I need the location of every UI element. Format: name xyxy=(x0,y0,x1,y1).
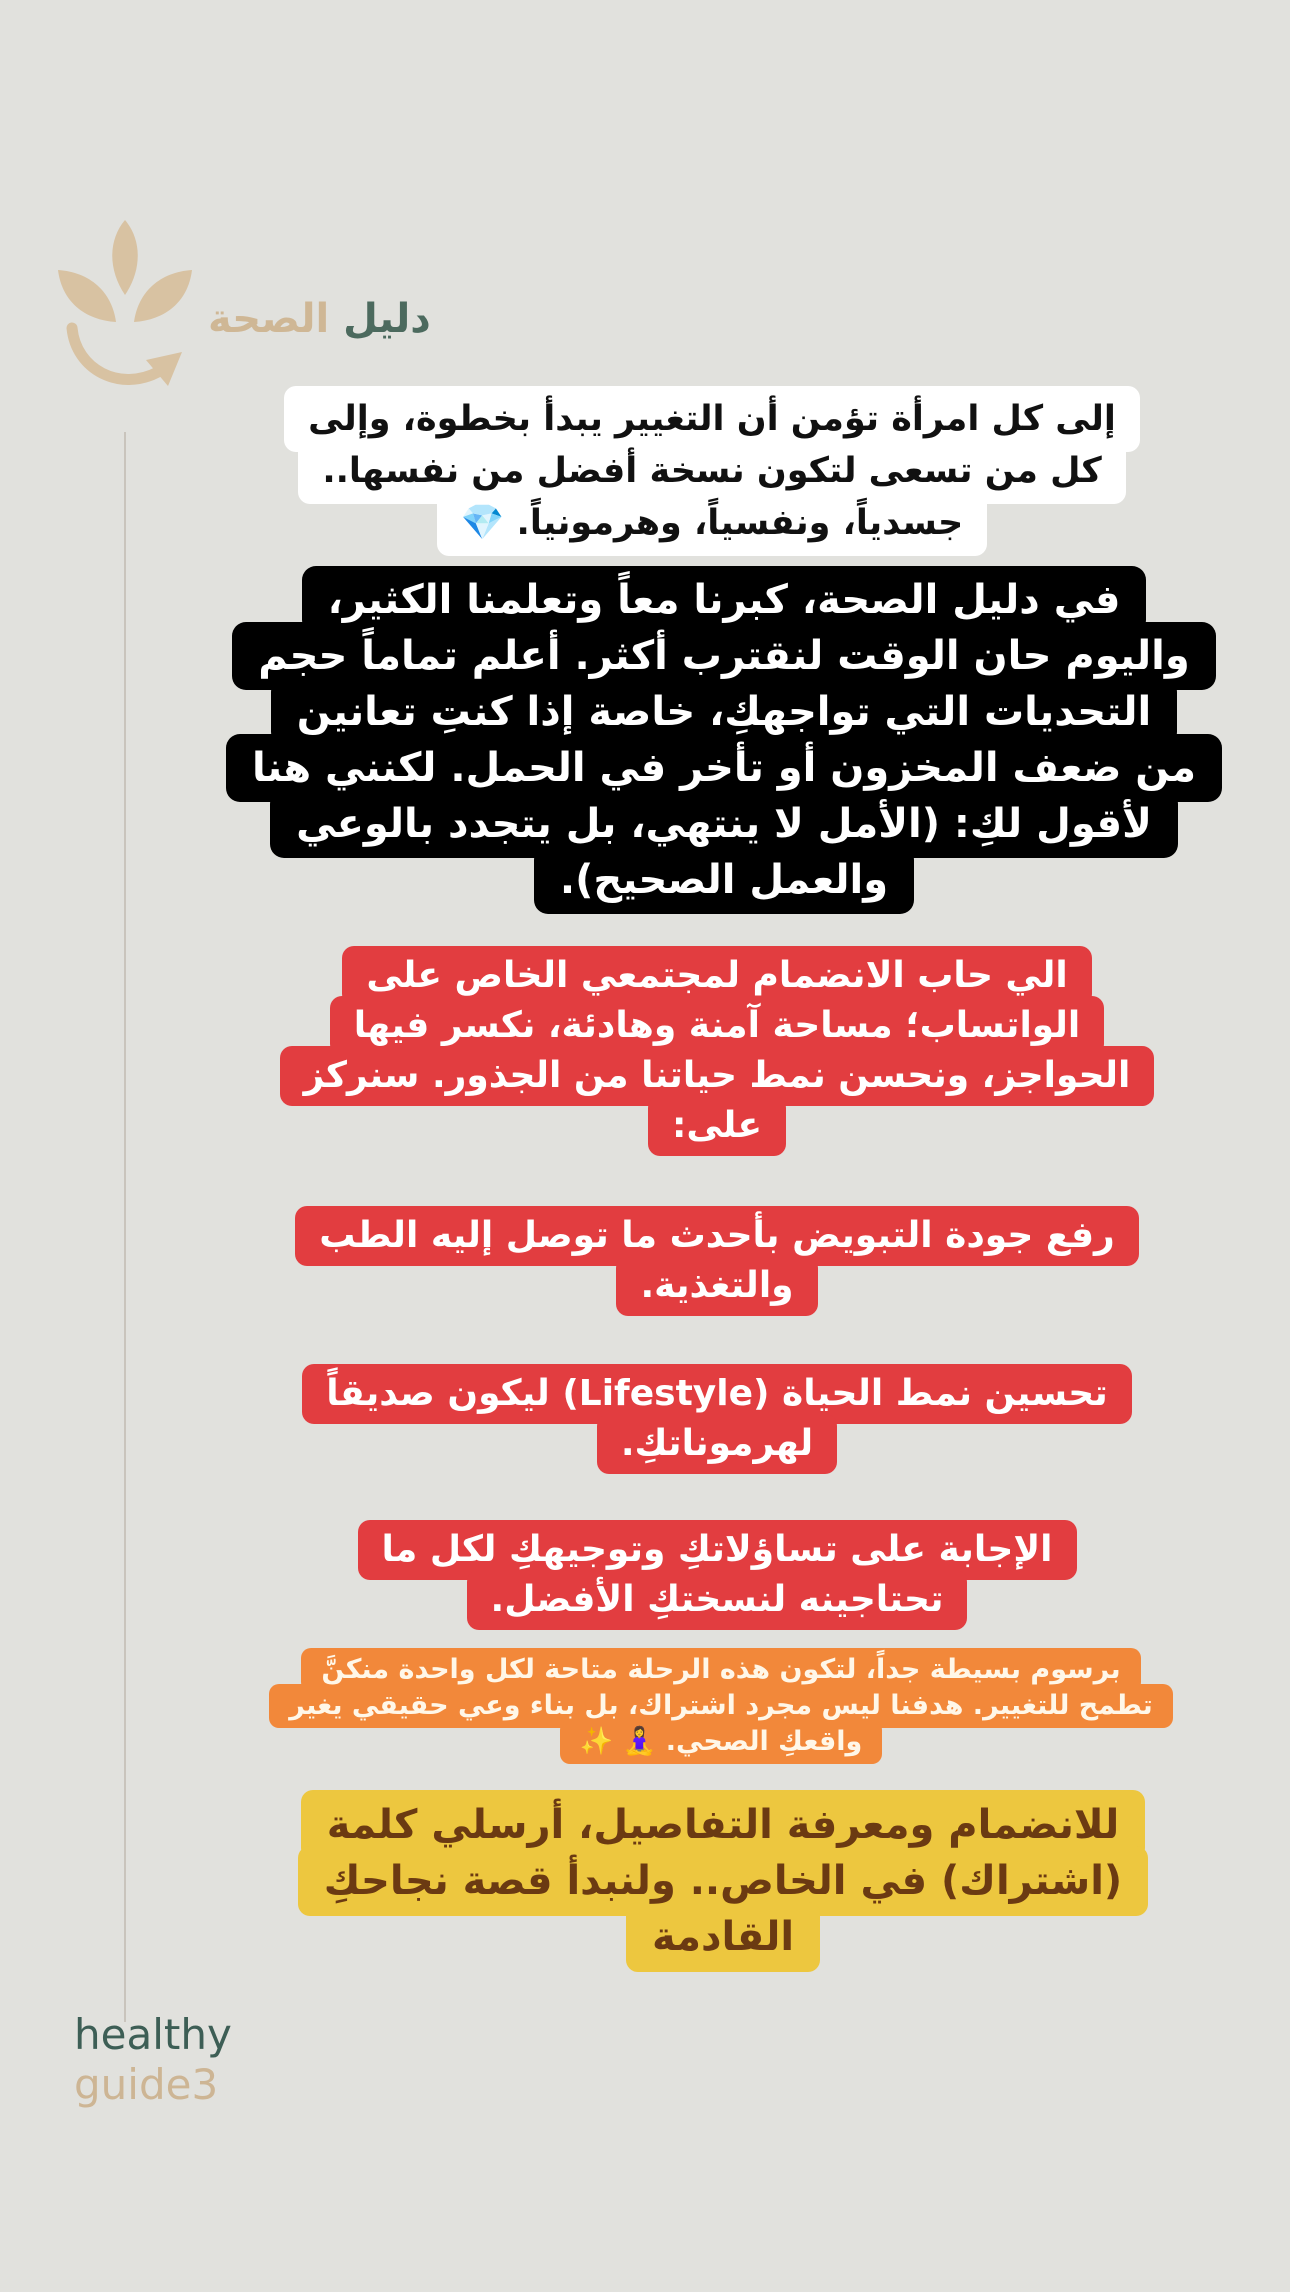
decorative-vertical-line xyxy=(124,432,126,2022)
focus-line: تحسين نمط الحياة (Lifestyle) ليكون صديقاً xyxy=(302,1364,1131,1424)
invite-block xyxy=(252,946,1182,1156)
focus-item-lifestyle xyxy=(252,1364,1182,1474)
focus-item-guidance xyxy=(252,1520,1182,1630)
focus-line: والتغذية. xyxy=(616,1256,817,1316)
about-line: من ضعف المخزون أو تأخر في الحمل. لكنني هنا xyxy=(226,734,1222,802)
about-line: واليوم حان الوقت لنقترب أكثر. أعلم تماماً حجم xyxy=(232,622,1215,690)
focus-line: تحتاجينه لنسختكِ الأفضل. xyxy=(467,1570,968,1630)
focus-line: الإجابة على تساؤلاتكِ وتوجيهكِ لكل ما xyxy=(358,1520,1077,1580)
pricing-line: تطمح للتغيير. هدفنا ليس مجرد اشتراك، بل بناء وعي حقيقي يغير xyxy=(269,1684,1172,1728)
cta-line: (اشتراك) في الخاص.. ولنبدأ قصة نجاحكِ xyxy=(298,1846,1148,1916)
footer-brand-line2: guide3 xyxy=(74,2060,219,2110)
invite-line: الي حاب الانضمام لمجتمعي الخاص على xyxy=(342,946,1091,1006)
pricing-line: برسوم بسيطة جداً، لتكون هذه الرحلة متاحة لكل واحدة منكنَّ xyxy=(301,1648,1140,1692)
invite-line: على: xyxy=(648,1096,786,1156)
cta-line: القادمة xyxy=(626,1902,820,1972)
cta-line: للانضمام ومعرفة التفاصيل، أرسلي كلمة xyxy=(301,1790,1146,1860)
focus-item-ovulation xyxy=(252,1206,1182,1316)
pricing-line: واقعكِ الصحي. 🧘‍♀️ ✨ xyxy=(560,1720,883,1764)
brand-name xyxy=(208,296,431,342)
wheat-logo-icon xyxy=(50,210,200,400)
intro-line: جسدياً، ونفسياً، وهرمونياً. 💎 xyxy=(437,490,987,556)
intro-line: كل من تسعى لتكون نسخة أفضل من نفسها.. xyxy=(298,438,1125,504)
about-line: والعمل الصحيح). xyxy=(534,846,914,914)
intro-block xyxy=(262,386,1162,556)
footer-brand-line1: healthy xyxy=(74,2010,232,2059)
about-line: التحديات التي تواجهكِ، خاصة إذا كنتِ تعانين xyxy=(271,678,1177,746)
focus-line: رفع جودة التبويض بأحدث ما توصل إليه الطب xyxy=(295,1206,1139,1266)
pricing-block xyxy=(236,1648,1206,1764)
brand-name-first: دليل xyxy=(343,296,431,342)
invite-line: الواتساب؛ مساحة آمنة وهادئة، نكسر فيها xyxy=(330,996,1104,1056)
focus-line: لهرموناتكِ. xyxy=(597,1414,837,1474)
intro-line: إلى كل امرأة تؤمن أن التغيير يبدأ بخطوة، وإلى xyxy=(284,386,1140,452)
about-block xyxy=(196,566,1252,914)
about-line: في دليل الصحة، كبرنا معاً وتعلمنا الكثير، xyxy=(302,566,1147,634)
brand-name-second: الصحة xyxy=(208,296,330,342)
about-line: لأقول لكِ: (الأمل لا ينتهي، بل يتجدد بالوعي xyxy=(270,790,1178,858)
cta-block xyxy=(228,1790,1218,1972)
footer-brand xyxy=(74,2010,232,2111)
invite-line: الحواجز، ونحسن نمط حياتنا من الجذور. سنركز xyxy=(280,1046,1155,1106)
